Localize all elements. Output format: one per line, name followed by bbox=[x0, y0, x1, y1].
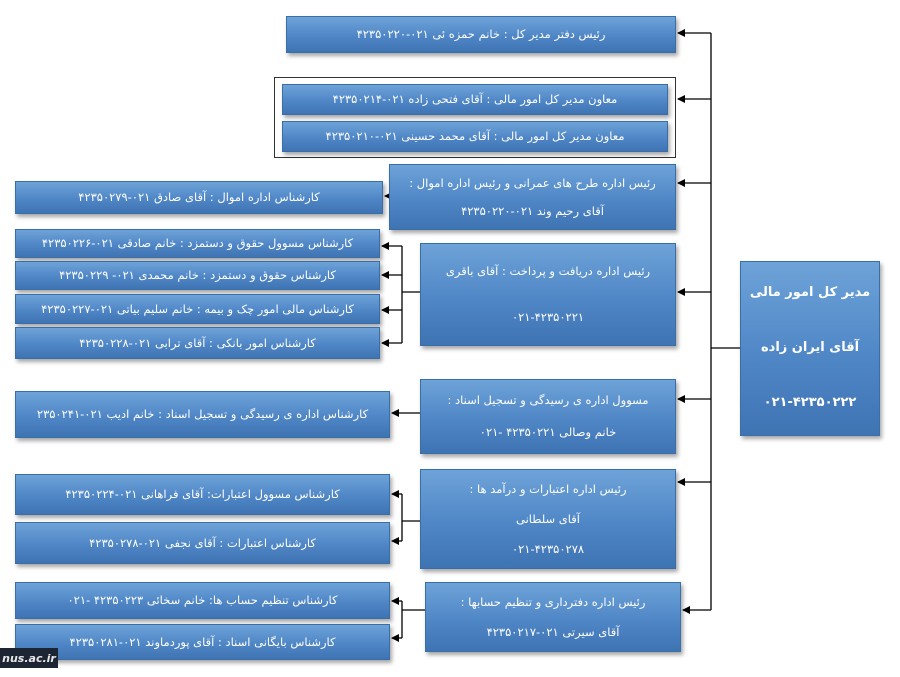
staff-box bbox=[15, 229, 380, 258]
dept-credits-box bbox=[420, 469, 676, 569]
staff-text: کارشناس مالی امور چک و بیمه : خانم سلیم بیاتی ۰۲۱-۴۲۳۵۰۲۲۷ bbox=[41, 301, 354, 316]
deputy-box-2 bbox=[282, 121, 668, 152]
dept-audit-box bbox=[420, 379, 676, 454]
staff-box bbox=[15, 582, 390, 619]
staff-text: کارشناس امور بانکی : آقای ترابی ۰۲۱-۴۲۳۵۰۲۲۸ bbox=[79, 335, 316, 350]
staff-text: کارشناس اعتبارات : آقای نجفی ۰۲۱-۴۲۳۵۰۲۷۸ bbox=[89, 535, 316, 550]
staff-text: کارشناس مسوول حقوق و دستمزد : خانم صادقی ۰۲۱-۴۲۳۵۰۲۲۶ bbox=[41, 236, 354, 251]
director-title: مدیر کل امور مالی bbox=[749, 285, 871, 301]
dept-construction-line-1: رئیس اداره طرح های عمرانی و رئیس اداره اموال : bbox=[409, 175, 656, 190]
site-watermark-text: nus.ac.ir bbox=[2, 651, 56, 665]
dept-construction-line-2: آقای رحیم وند ۰۲۱-۴۲۳۵۰۲۲۰ bbox=[461, 203, 604, 218]
dept-payments-line-1: رئیس اداره دریافت و پرداخت : آقای باقری bbox=[445, 263, 651, 278]
dept-credits-line-2: آقای سلطانی bbox=[515, 511, 581, 526]
dept-audit-line-2: خانم وصالی ۴۲۳۵۰۲۲۱ -۰۲۱ bbox=[479, 425, 617, 440]
deputy-box-1 bbox=[282, 84, 668, 115]
staff-text: کارشناس مسوول اعتبارات: آقای فراهانی ۰۲۱-۴۲۳۵۰۲۲۴ bbox=[65, 487, 340, 502]
dept-audit-line-1: مسوول اداره ی رسیدگی و تسجیل اسناد : bbox=[447, 392, 649, 407]
staff-box bbox=[15, 624, 390, 660]
office-chief-box bbox=[286, 16, 676, 53]
staff-box bbox=[15, 474, 390, 515]
dept-construction-box bbox=[389, 164, 676, 230]
staff-box bbox=[15, 261, 380, 290]
staff-text: کارشناس بایگانی اسناد : آقای پوردماوند ۰۲۱-۴۲۳۵۰۲۸۱ bbox=[69, 634, 336, 649]
staff-box bbox=[15, 327, 380, 359]
director-name: آقای ایران زاده bbox=[760, 340, 860, 356]
dept-bookkeeping-line-2: آقای سیرتی ۰۲۱-۴۲۳۵۰۲۱۷ bbox=[486, 624, 620, 639]
staff-box bbox=[15, 294, 380, 324]
staff-box bbox=[15, 181, 383, 214]
deputy-text-1: معاون مدیر کل امور مالی : آقای فتحی زاده ۰۲۱-۴۲۳۵۰۲۱۴ bbox=[332, 92, 618, 107]
director-phone: ۰۲۱-۴۲۳۵۰۲۲۲ bbox=[763, 395, 857, 411]
dept-credits-line-1: رئیس اداره اعتبارات و درآمد ها : bbox=[469, 481, 627, 496]
staff-box bbox=[15, 522, 390, 564]
dept-bookkeeping-line-1: رئیس اداره دفترداری و تنظیم حسابها : bbox=[460, 594, 646, 609]
dept-payments-line-2: ۰۲۱-۴۲۳۵۰۲۲۱ bbox=[511, 310, 585, 325]
staff-text: کارشناس حقوق و دستمزد : خانم محمدی ۰۲۱- ۴۲۳۵۰۲۲۹ bbox=[59, 268, 336, 283]
staff-text: کارشناس تنظیم حساب ها: خانم سخائی ۴۲۳۵۰۲۲۳ -۰۲۱ bbox=[67, 593, 338, 608]
deputy-text-2: معاون مدیر کل امور مالی : آقای محمد حسینی ۰۲۱-۴۲۳۵۰۲۱۰ bbox=[325, 129, 625, 144]
director-box bbox=[740, 261, 880, 436]
dept-bookkeeping-box bbox=[425, 582, 681, 652]
staff-box bbox=[15, 391, 390, 438]
staff-text: کارشناس اداره ی رسیدگی و تسجیل اسناد : خانم ادیب ۰۲۱-۲۳۵۰۲۴۱ bbox=[36, 407, 369, 422]
staff-text: کارشناس اداره اموال : آقای صادق ۰۲۱-۴۲۳۵۰۲۷۹ bbox=[78, 190, 320, 205]
office-chief-text: رئیس دفتر مدیر کل : خانم حمزه ئی ۰۲۱-۴۲۳۵۰۲۲۰ bbox=[356, 27, 606, 42]
dept-payments-box bbox=[420, 243, 676, 346]
site-watermark bbox=[0, 648, 58, 668]
dept-credits-line-3: ۰۲۱-۴۲۳۵۰۲۷۸ bbox=[511, 541, 585, 556]
